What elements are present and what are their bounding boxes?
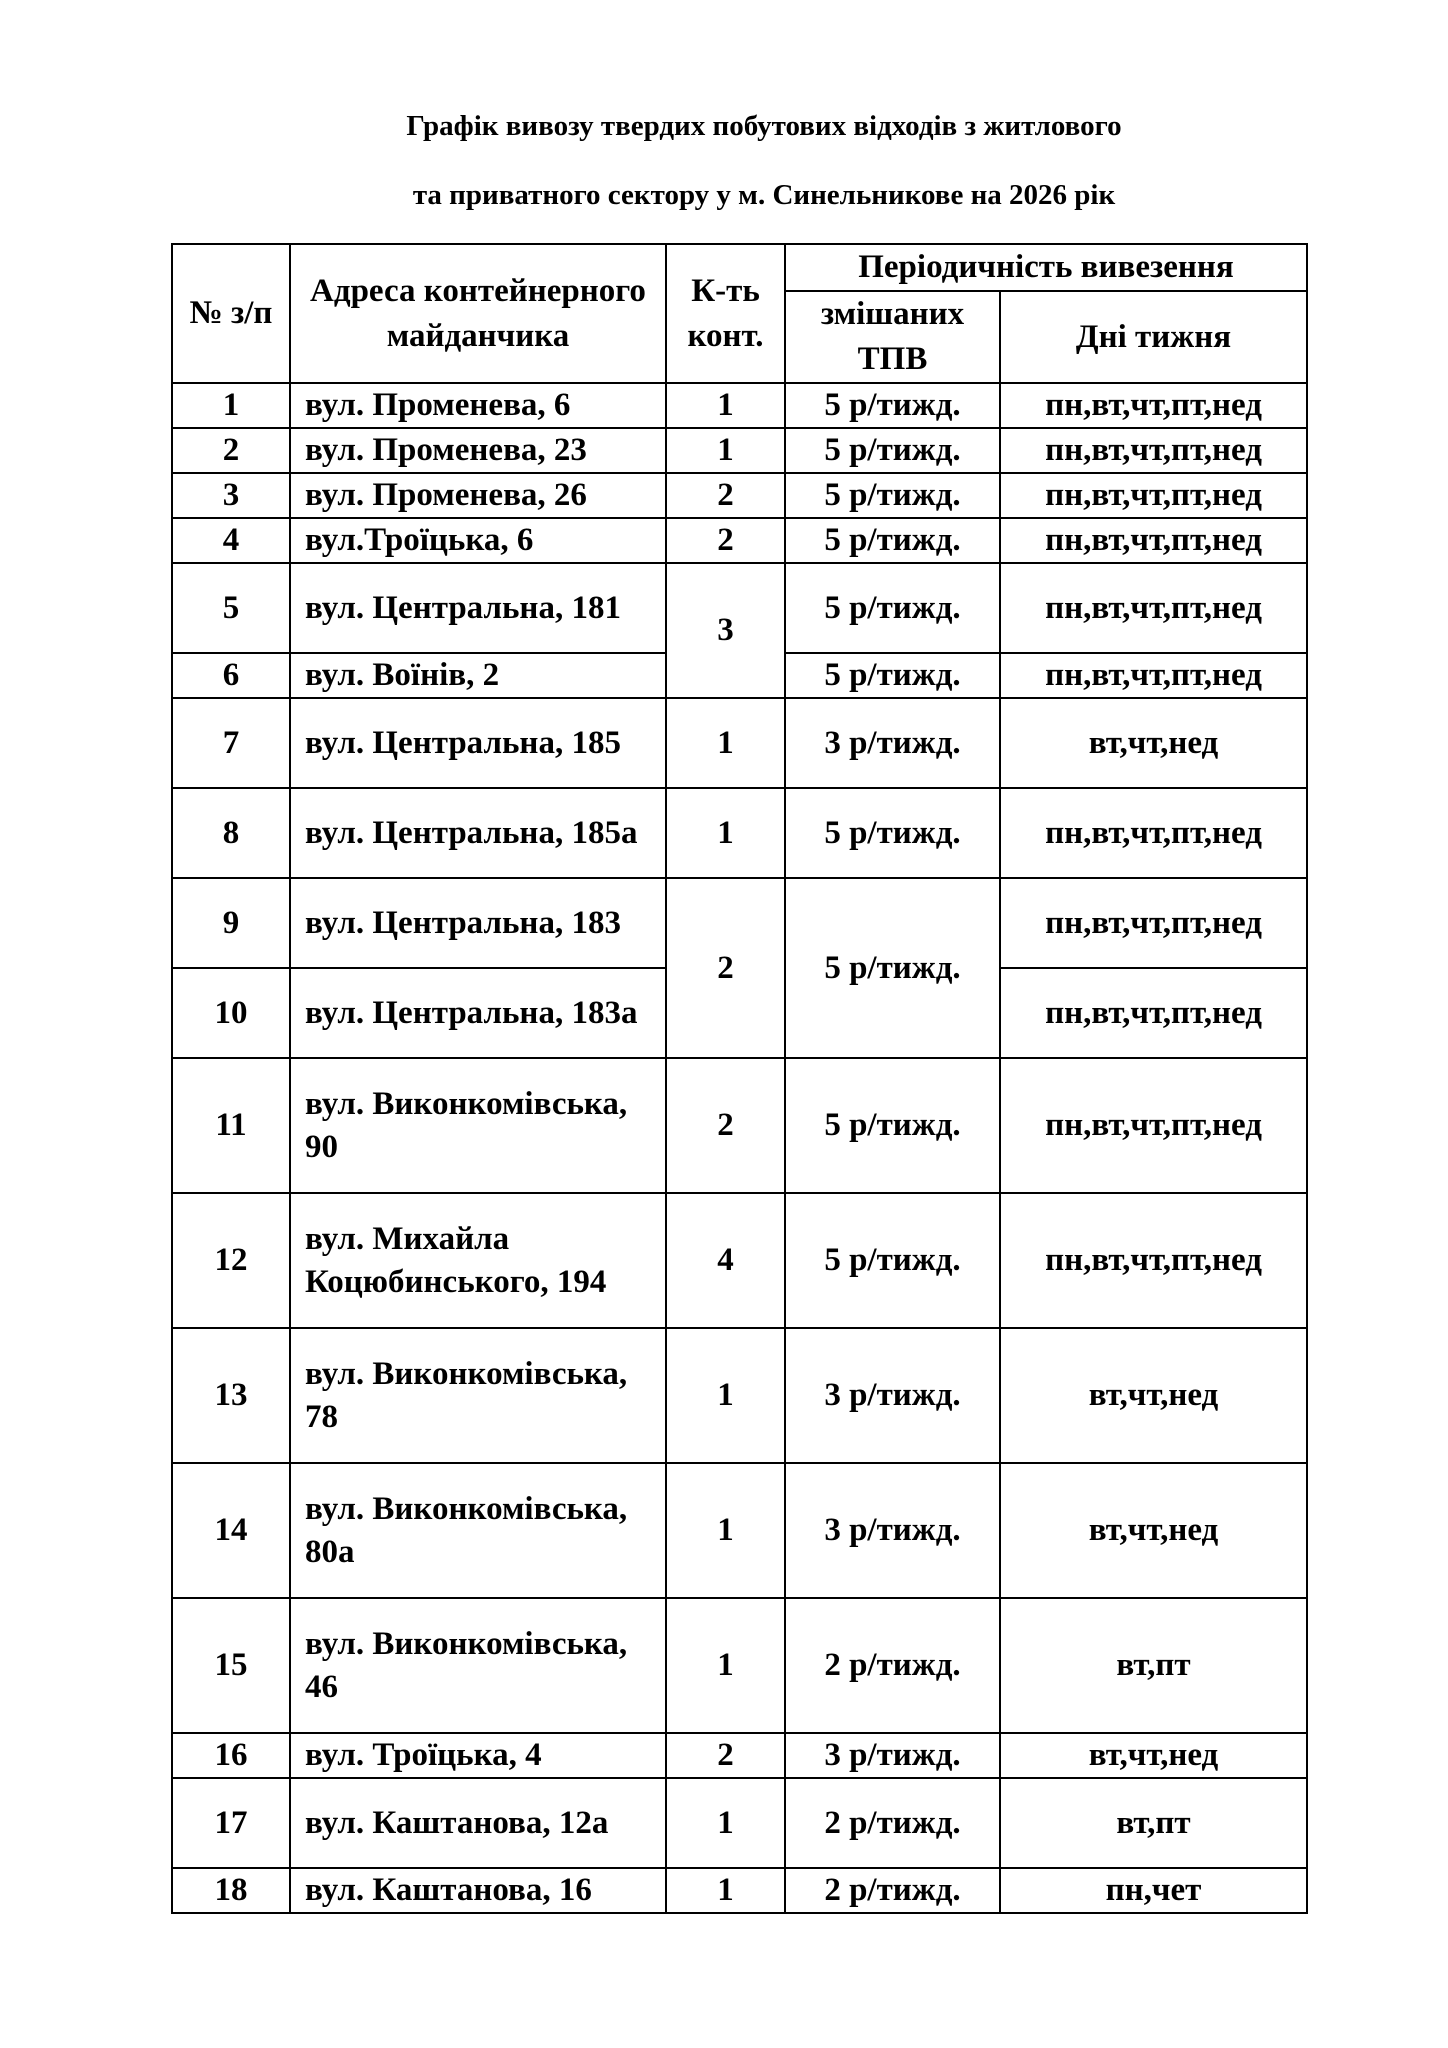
table-row xyxy=(172,473,1307,518)
row-number: 14 xyxy=(172,1463,290,1598)
row-address: вул. Центральна, 185а xyxy=(290,788,666,878)
row-container-count: 4 xyxy=(666,1193,785,1328)
row-days: вт,чт,нед xyxy=(1000,698,1307,788)
row-number: 2 xyxy=(172,428,290,473)
row-frequency: 5 р/тижд. xyxy=(785,1058,1000,1193)
row-address: вул. Центральна, 183 xyxy=(290,878,666,968)
row-frequency: 2 р/тижд. xyxy=(785,1778,1000,1868)
row-number: 9 xyxy=(172,878,290,968)
row-address: вул. Виконкомівська, 46 xyxy=(290,1598,666,1733)
row-address: вул. Виконкомівська, 90 xyxy=(290,1058,666,1193)
row-container-count: 1 xyxy=(666,1598,785,1733)
row-address: вул. Виконкомівська, 78 xyxy=(290,1328,666,1463)
row-days: вт,чт,нед xyxy=(1000,1463,1307,1598)
row-container-count: 1 xyxy=(666,383,785,428)
row-number: 4 xyxy=(172,518,290,563)
row-days: вт,чт,нед xyxy=(1000,1328,1307,1463)
table-row xyxy=(172,788,1307,878)
row-container-count: 2 xyxy=(666,518,785,563)
row-frequency: 3 р/тижд. xyxy=(785,1733,1000,1778)
row-frequency: 5 р/тижд. xyxy=(785,473,1000,518)
row-container-count: 2 xyxy=(666,1058,785,1193)
row-address: вул. Центральна, 183а xyxy=(290,968,666,1058)
row-frequency: 5 р/тижд. xyxy=(785,518,1000,563)
row-frequency: 3 р/тижд. xyxy=(785,1463,1000,1598)
table-row xyxy=(172,428,1307,473)
row-container-count: 2 xyxy=(666,1733,785,1778)
row-number: 7 xyxy=(172,698,290,788)
header-number: № з/п xyxy=(172,244,290,383)
row-number: 16 xyxy=(172,1733,290,1778)
row-days: пн,вт,чт,пт,нед xyxy=(1000,473,1307,518)
row-address: вул. Центральна, 181 xyxy=(290,563,666,653)
table-row xyxy=(172,1868,1307,1913)
row-frequency: 5 р/тижд. xyxy=(785,428,1000,473)
row-container-count: 2 xyxy=(666,473,785,518)
row-days: пн,вт,чт,пт,нед xyxy=(1000,1193,1307,1328)
row-frequency: 2 р/тижд. xyxy=(785,1868,1000,1913)
row-address: вул.Троїцька, 6 xyxy=(290,518,666,563)
row-address: вул. Виконкомівська, 80а xyxy=(290,1463,666,1598)
row-number: 1 xyxy=(172,383,290,428)
header-days-of-week: Дні тижня xyxy=(1000,291,1307,383)
table-row xyxy=(172,518,1307,563)
row-container-count: 1 xyxy=(666,698,785,788)
table-row xyxy=(172,1733,1307,1778)
table-row xyxy=(172,1598,1307,1733)
row-number: 8 xyxy=(172,788,290,878)
row-frequency: 5 р/тижд. xyxy=(785,878,1000,1058)
row-container-count: 2 xyxy=(666,878,785,1058)
table-row xyxy=(172,383,1307,428)
row-address: вул. Воїнів, 2 xyxy=(290,653,666,698)
row-address: вул. Променева, 23 xyxy=(290,428,666,473)
row-number: 17 xyxy=(172,1778,290,1868)
row-frequency: 2 р/тижд. xyxy=(785,1598,1000,1733)
row-frequency: 5 р/тижд. xyxy=(785,383,1000,428)
row-number: 15 xyxy=(172,1598,290,1733)
row-container-count: 3 xyxy=(666,563,785,698)
table-row xyxy=(172,1463,1307,1598)
row-days: пн,вт,чт,пт,нед xyxy=(1000,788,1307,878)
row-number: 5 xyxy=(172,563,290,653)
table-row xyxy=(172,878,1307,968)
row-address: вул. Каштанова, 12а xyxy=(290,1778,666,1868)
row-address: вул. Троїцька, 4 xyxy=(290,1733,666,1778)
row-days: пн,вт,чт,пт,нед xyxy=(1000,968,1307,1058)
row-days: пн,вт,чт,пт,нед xyxy=(1000,653,1307,698)
row-frequency: 3 р/тижд. xyxy=(785,698,1000,788)
row-container-count: 1 xyxy=(666,428,785,473)
row-frequency: 3 р/тижд. xyxy=(785,1328,1000,1463)
row-days: пн,вт,чт,пт,нед xyxy=(1000,1058,1307,1193)
row-days: пн,вт,чт,пт,нед xyxy=(1000,878,1307,968)
row-container-count: 1 xyxy=(666,1778,785,1868)
row-address: вул. Центральна, 185 xyxy=(290,698,666,788)
row-number: 12 xyxy=(172,1193,290,1328)
row-container-count: 1 xyxy=(666,1463,785,1598)
row-days: пн,чет xyxy=(1000,1868,1307,1913)
document-title-line-1: Графік вивозу твердих побутових відходів з житлового xyxy=(406,110,1122,142)
document-title-line-2: та приватного сектору у м. Синельникове на 2026 рік xyxy=(412,179,1116,211)
table-row xyxy=(172,1193,1307,1328)
table-row xyxy=(172,698,1307,788)
row-container-count: 1 xyxy=(666,1328,785,1463)
table-row xyxy=(172,1058,1307,1193)
row-number: 10 xyxy=(172,968,290,1058)
row-days: пн,вт,чт,пт,нед xyxy=(1000,383,1307,428)
row-frequency: 5 р/тижд. xyxy=(785,653,1000,698)
row-address: вул. Каштанова, 16 xyxy=(290,1868,666,1913)
row-container-count: 1 xyxy=(666,1868,785,1913)
table-row xyxy=(172,1778,1307,1868)
header-mixed-waste: змішаних ТПВ xyxy=(785,291,1000,383)
row-days: вт,пт xyxy=(1000,1778,1307,1868)
row-days: вт,чт,нед xyxy=(1000,1733,1307,1778)
row-address: вул. Променева, 26 xyxy=(290,473,666,518)
row-number: 13 xyxy=(172,1328,290,1463)
header-address: Адреса контейнерного майданчика xyxy=(290,244,666,383)
row-days: вт,пт xyxy=(1000,1598,1307,1733)
row-container-count: 1 xyxy=(666,788,785,878)
schedule-table xyxy=(171,243,1308,1914)
row-address: вул. Михайла Коцюбинського, 194 xyxy=(290,1193,666,1328)
row-number: 11 xyxy=(172,1058,290,1193)
table-row xyxy=(172,1328,1307,1463)
header-periodicity: Періодичність вивезення xyxy=(785,244,1307,291)
row-days: пн,вт,чт,пт,нед xyxy=(1000,428,1307,473)
row-number: 6 xyxy=(172,653,290,698)
row-days: пн,вт,чт,пт,нед xyxy=(1000,518,1307,563)
row-address: вул. Променева, 6 xyxy=(290,383,666,428)
row-days: пн,вт,чт,пт,нед xyxy=(1000,563,1307,653)
row-frequency: 5 р/тижд. xyxy=(785,788,1000,878)
row-frequency: 5 р/тижд. xyxy=(785,563,1000,653)
row-frequency: 5 р/тижд. xyxy=(785,1193,1000,1328)
row-number: 3 xyxy=(172,473,290,518)
table-row xyxy=(172,563,1307,653)
row-number: 18 xyxy=(172,1868,290,1913)
header-container-count: К-ть конт. xyxy=(666,244,785,383)
